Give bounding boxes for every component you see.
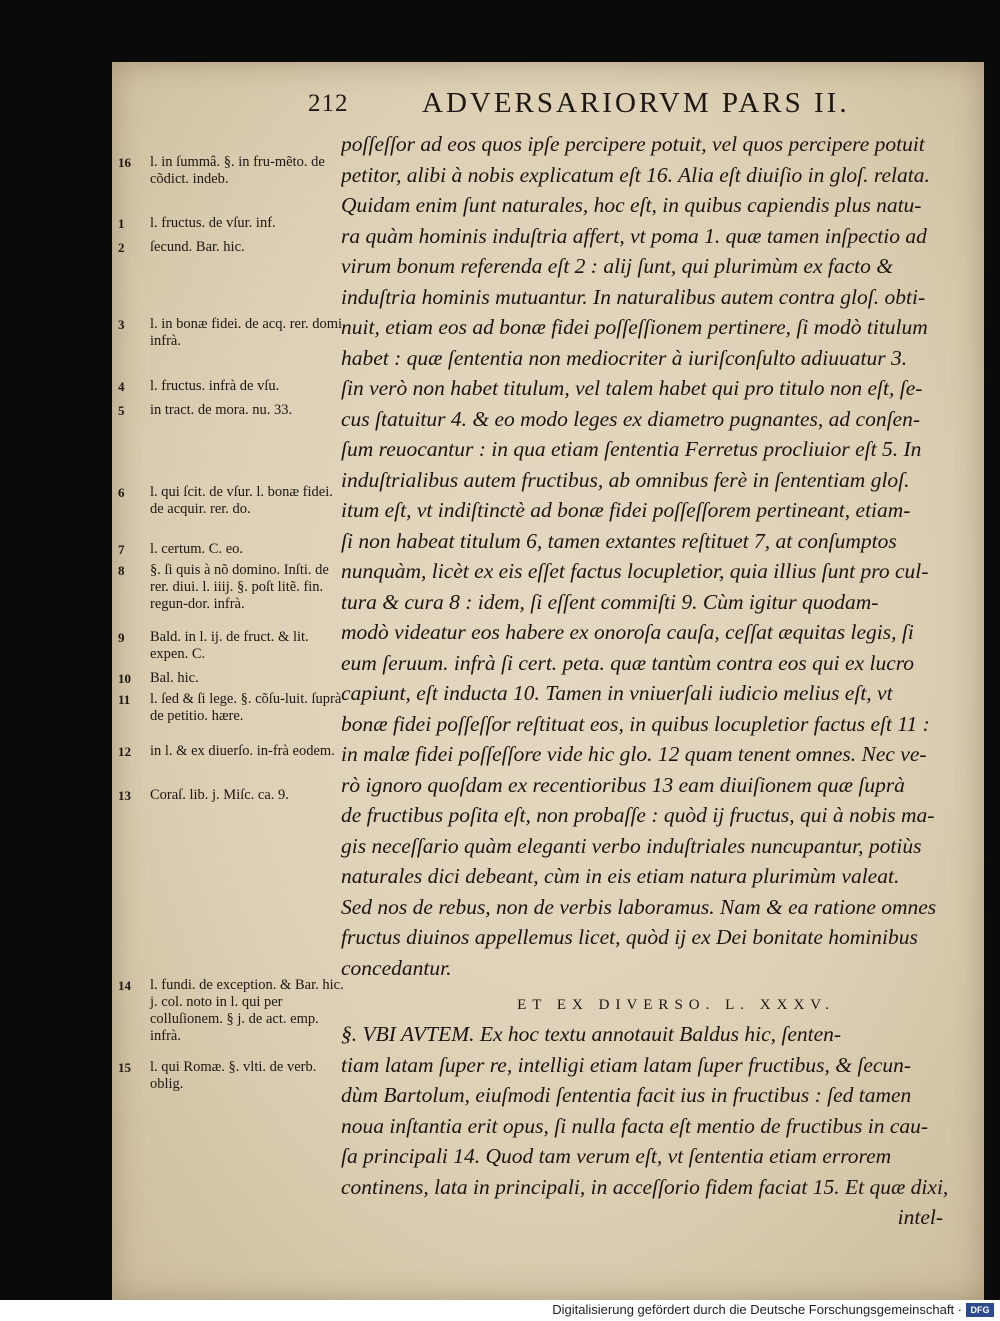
marginal-note-number: 8 bbox=[118, 563, 125, 578]
marginal-note-text: l. in ſummâ. §. in fru-mẽto. de cõdict. indeb. bbox=[150, 154, 325, 187]
text-line: nunquàm, licèt ex eis eſſet factus locupletior, quia illius ſunt pro cul- bbox=[341, 559, 929, 583]
text-line: ſi non habeat titulum 6, tamen extantes reſtituet 7, at conſumptos bbox=[341, 528, 897, 553]
marginal-note-text: l. fundi. de exception. & Bar. hic. j. col. noto in l. qui per colluſionem. § j. de act. emp. infrà. bbox=[150, 977, 344, 1044]
running-title: ADVERSARIORVM PARS II. bbox=[422, 87, 850, 119]
text-line: Quidam enim ſunt naturales, hoc eſt, in quibus capiendis plus natu- bbox=[341, 193, 922, 217]
marginal-note-number: 16 bbox=[118, 155, 131, 170]
text-line: Sed nos de rebus, non de verbis laboramus. Nam & ea ratione omnes bbox=[341, 894, 937, 919]
marginal-note-number: 14 bbox=[118, 978, 131, 993]
text-line: induſtrialibus autem fructibus, ab omnibus ferè in ſententiam gloſ. bbox=[341, 467, 910, 492]
marginal-note-number: 5 bbox=[118, 403, 125, 418]
text-line: ſin verò non habet titulum, vel talem habet qui pro titulo non eſt, ſe- bbox=[341, 376, 923, 400]
footer-credit: Digitalisierung gefördert durch die Deutsche Forschungsgemeinschaft · bbox=[552, 1302, 962, 1317]
text-line: capiunt, eſt inducta 10. Tamen in vniuerſali iudicio melius eſt, vt bbox=[341, 681, 893, 705]
marginal-note-number: 11 bbox=[118, 692, 131, 707]
marginal-note-number: 6 bbox=[118, 485, 125, 500]
text-line: gis neceſſario quàm eleganti verbo induſtriales nuncupantur, potiùs bbox=[341, 833, 922, 858]
marginal-note-text: l. certum. C. eo. bbox=[150, 541, 244, 557]
text-line: tura & cura 8 : idem, ſi eſſent commiſti 9. Cùm igitur quodam- bbox=[341, 589, 879, 614]
marginal-note-text: in tract. de mora. nu. 33. bbox=[150, 402, 293, 418]
marginal-note-text: l. fructus. de vſur. inf. bbox=[150, 215, 276, 231]
text-line: fructus diuinos appellemus licet, quòd ij ex Dei bonitate hominibus bbox=[341, 925, 918, 949]
text-line: ET EX DIVERSO. L. XXXV. bbox=[517, 997, 835, 1013]
text-line: continens, lata in principali, in acceſſorio fidem faciat 15. Et quæ dixi, bbox=[341, 1174, 949, 1199]
marginal-note-number: 1 bbox=[118, 216, 125, 231]
text-line: cus ſtatuitur 4. & eo modo leges ex diametro pugnantes, ad conſen- bbox=[341, 406, 921, 431]
marginal-note-number: 9 bbox=[118, 630, 125, 645]
text-line: itum eſt, vt indiſtinctè ad bonæ fidei poſſeſſorem pertineant, etiam- bbox=[341, 498, 911, 522]
marginal-note-text: Bald. in l. ij. de fruct. & lit. expen. C. bbox=[150, 629, 309, 662]
marginal-note-text: ſecund. Bar. hic. bbox=[150, 239, 245, 255]
page-number: 212 bbox=[308, 90, 349, 117]
text-line: in malæ fidei poſſeſſore vide hic glo. 12 quam tenent omnes. Nec ve- bbox=[341, 742, 927, 766]
marginal-note-text: l. ſed & ſi lege. §. cõſu-luit. ſuprà de petitio. hære. bbox=[150, 691, 342, 724]
text-line: naturales dici debeant, cùm in eis etiam natura plurimùm valeat. bbox=[341, 864, 900, 888]
text-line: ra quàm hominis induſtria affert, vt poma 1. quæ tamen inſpectio ad bbox=[341, 223, 927, 248]
text-line: habet : quæ ſententia non mediocriter à iuriſconſulto adiuuatur 3. bbox=[341, 345, 908, 370]
text-line: intel- bbox=[897, 1205, 943, 1229]
text-line: poſſeſſor ad eos quos ipſe percipere potuit, vel quos percipere potuit bbox=[341, 132, 925, 156]
marginal-note-number: 12 bbox=[118, 744, 131, 759]
marginal-note-text: §. ſi quis à nõ domino. Inſti. de rer. diui. l. iiij. §. poſt litẽ. fin. regun-dor. infrà. bbox=[150, 562, 329, 612]
marginal-note-number: 7 bbox=[118, 542, 125, 557]
marginal-note-number: 10 bbox=[118, 671, 131, 686]
text-line: petitor, alibi à nobis explicatum eſt 16. Alia eſt diuiſio in gloſ. relata. bbox=[341, 162, 930, 187]
text-line: concedantur. bbox=[341, 955, 452, 980]
text-line: nuit, etiam eos ad bonæ fidei poſſeſſionem pertinere, ſi modò titulum bbox=[341, 315, 928, 339]
text-line: ſum reuocantur : in qua etiam ſententia Ferretus procliuior eſt 5. In bbox=[341, 437, 922, 461]
text-line: virum bonum referenda eſt 2 : alij ſunt, qui plurimùm ex facto & bbox=[341, 254, 893, 278]
marginal-note-text: in l. & ex diuerſo. in-frà eodem. bbox=[150, 743, 335, 759]
text-line: induſtria hominis mutuantur. In naturalibus autem contra gloſ. obti- bbox=[341, 284, 926, 309]
marginal-note-text: l. in bonæ fidei. de acq. rer. domi. infrà. bbox=[150, 316, 346, 349]
marginal-note-text: Coraſ. lib. j. Miſc. ca. 9. bbox=[150, 787, 289, 803]
marginal-note-text: l. qui ſcit. de vſur. l. bonæ fidei. de acquir. rer. do. bbox=[150, 484, 333, 517]
footer-bar bbox=[0, 1300, 1000, 1321]
text-line: rò ignoro quoſdam ex recentioribus 13 eam diuiſionem quæ ſuprà bbox=[341, 772, 905, 797]
text-line: de fructibus poſita eſt, non probaſſe : quòd ij fructus, qui à nobis ma- bbox=[341, 803, 935, 827]
marginal-note-number: 13 bbox=[118, 788, 131, 803]
marginal-note-number: 15 bbox=[118, 1060, 131, 1075]
main-text-column bbox=[341, 129, 951, 1233]
page-header bbox=[112, 87, 984, 126]
marginal-note-number: 4 bbox=[118, 379, 125, 394]
text-line: dùm Bartolum, eiuſmodi ſententia facit ius in fructibus : ſed tamen bbox=[341, 1083, 912, 1107]
book-page bbox=[112, 62, 984, 1300]
text-line: tiam latam ſuper re, intelligi etiam latam ſuper fructibus, & ſecun- bbox=[341, 1052, 912, 1077]
text-line: ſa principali 14. Quod tam verum eſt, vt ſententia etiam errorem bbox=[341, 1144, 892, 1168]
dfg-logo-icon: DFG bbox=[966, 1303, 994, 1317]
marginal-note-text: l. fructus. infrà de vſu. bbox=[150, 378, 280, 394]
marginal-note-text: l. qui Romæ. §. vlti. de verb. oblig. bbox=[150, 1059, 317, 1092]
marginal-note-number: 2 bbox=[118, 240, 125, 255]
marginal-note-text: Bal. hic. bbox=[150, 670, 199, 686]
text-line: §. VBI AVTEM. Ex hoc textu annotauit Baldus hic, ſenten- bbox=[341, 1022, 842, 1046]
marginal-note-number: 3 bbox=[118, 317, 125, 332]
text-line: noua inſtantia erit opus, ſi nulla facta eſt mentio de fructibus in cau- bbox=[341, 1113, 929, 1138]
text-line: eum ſeruum. infrà ſi cert. peta. quæ tantùm contra eos qui ex lucro bbox=[341, 650, 915, 675]
text-line: modò videatur eos habere ex onoroſa cauſa, ceſſat æquitas legis, ſi bbox=[341, 620, 914, 644]
text-line: bonæ fidei poſſeſſor reſtituat eos, in quibus locupletior factus eſt 11 : bbox=[341, 711, 930, 736]
